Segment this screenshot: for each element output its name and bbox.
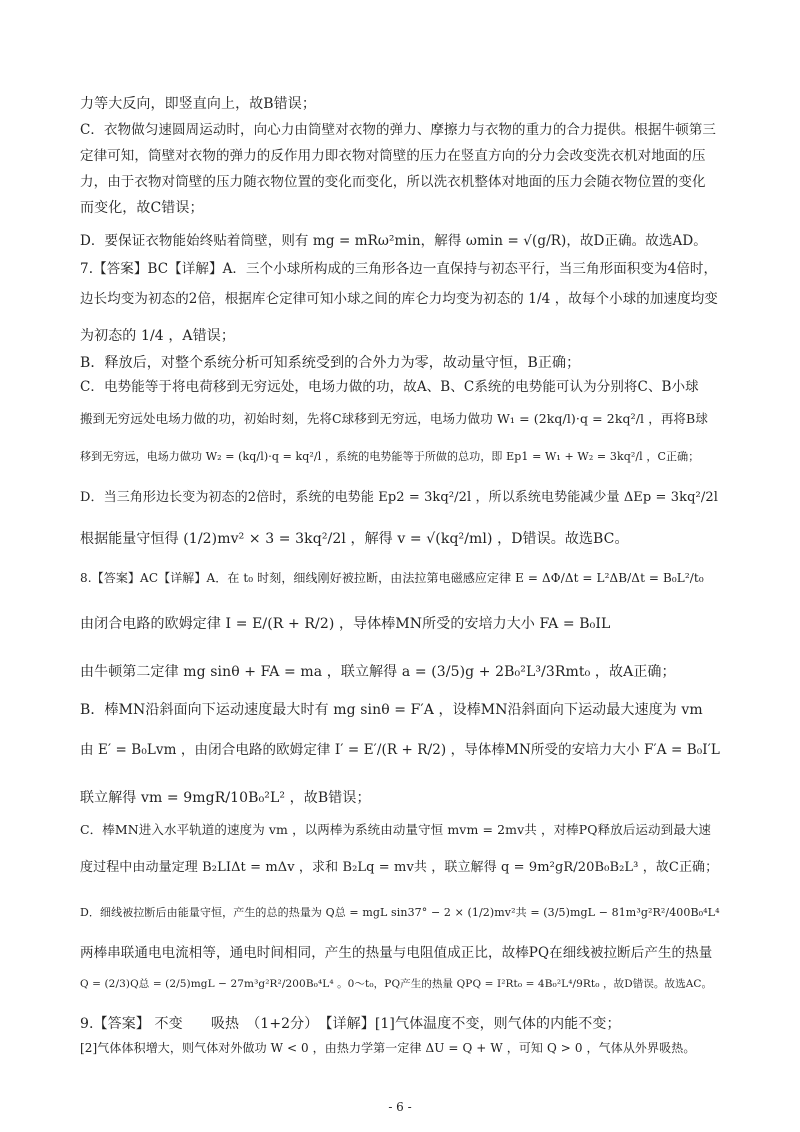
- text-line: 8.【答案】AC【详解】A．在 t₀ 时刻，细线刚好被拉断，由法拉第电磁感应定律 E = ΔΦ/Δt = L²ΔB/Δt = B₀L²/t₀: [80, 571, 704, 585]
- text-line: D．当三角形边长变为初态的2倍时，系统的电势能 Ep2 = 3kq²/2l ，所以系统电势能减少量 ΔEp = 3kq²/2l: [80, 490, 718, 505]
- text-line: 由闭合电路的欧姆定律 I = E/(R + R/2) ，导体棒MN所受的安培力大小 FA = B₀IL: [80, 616, 611, 632]
- text-line: 为初态的 1/4 ，A错误；: [80, 328, 235, 344]
- text-line: 由 E′ = B₀Lvm ，由闭合电路的欧姆定律 I′ = E′/(R + R/2) ，导体棒MN所受的安培力大小 F′A = B₀I′L: [80, 742, 720, 758]
- text-line: 度过程中由动量定理 B₂LIΔt = mΔv ，求和 B₂Lq = mv共 ，联立解得 q = 9m²gR/20B₀B₂L³ ，故C正确；: [80, 860, 719, 875]
- text-line: 力，由于衣物对筒壁的压力随衣物位置的变化而变化，所以洗衣机整体对地面的压力会随衣物位置的变化: [80, 174, 706, 190]
- text-line: 搬到无穷远处电场力做的功，初始时刻，先将C球移到无穷远，电场力做功 W₁ = (2kq/l)·q = 2kq²/l ，再将B球: [80, 411, 708, 426]
- text-line: C．衣物做匀速圆周运动时，向心力由筒壁对衣物的弹力、摩擦力与衣物的重力的合力提供。根据牛顿第三: [80, 122, 717, 138]
- text-line: Q = (2/3)Q总 = (2/5)mgL − 27m³g²R²/200B₀⁴L⁴ 。0～t₀，PQ产生的热量 QPQ = I²Rt₀ = 4B₀²L⁴/9Rt₀ ，故D错误。故选AC。: [80, 978, 713, 990]
- text-line: 而变化，故C错误；: [80, 200, 204, 216]
- text-line: C．电势能等于将电荷移到无穷远处，电场力做的功，故A、B、C系统的电势能可认为分别将C、B小球: [80, 379, 699, 395]
- text-line: 联立解得 vm = 9mgR/10B₀²L² ，故B错误；: [80, 790, 371, 806]
- text-line: 力等大反向，即竖直向上，故B错误；: [80, 96, 316, 112]
- text-line: 两棒串联通电电流相等，通电时间相同，产生的热量与电阻值成正比，故棒PQ在细线被拉断后产生的热量: [80, 945, 713, 961]
- text-line: 9.【答案】 不变 吸热 （1+2分） 【详解】[1]气体温度不变，则气体的内能不变；: [80, 1016, 621, 1032]
- text-line: B．释放后，对整个系统分析可知系统受到的合外力为零，故动量守恒，B正确；: [80, 355, 581, 371]
- text-line: 根据能量守恒得 (1/2)mv² × 3 = 3kq²/2l ，解得 v = √(kq²/ml) ，D错误。故选BC。: [80, 531, 629, 547]
- text-line: C．棒MN进入水平轨道的速度为 vm ，以两棒为系统由动量守恒 mvm = 2mv共 ，对棒PQ释放后运动到最大速: [80, 822, 712, 837]
- text-line: D．要保证衣物能始终贴着筒壁，则有 mg = mRω²min，解得 ωmin = √(g/R)，故D正确。故选AD。: [80, 233, 707, 249]
- text-line: 移到无穷远，电场力做功 W₂ = (kq/l)·q = kq²/l ，系统的电势能等于所做的总功，即 Ep1 = W₁ + W₂ = 3kq²/l ，C正确；: [80, 450, 700, 463]
- text-line: D．细线被拉断后由能量守恒，产生的总的热量为 Q总 = mgL sin37° − 2 × (1/2)mv²共 = (3/5)mgL − 81m³g²R²/400B₀⁴L⁴: [80, 906, 720, 919]
- text-line: 7.【答案】BC【详解】A．三个小球所构成的三角形各边一直保持与初态平行，当三角形面积变为4倍时，: [80, 261, 718, 277]
- text-line: 定律可知，筒壁对衣物的弹力的反作用力即衣物对筒壁的压力在竖直方向的分力会改变洗衣机对地面的压: [80, 148, 706, 164]
- text-line: 由牛顿第二定律 mg sinθ + FA = ma ，联立解得 a = (3/5)g + 2B₀²L³/3Rmt₀ ，故A正确；: [80, 664, 676, 680]
- text-line: [2]气体体积增大，则气体对外做功 W < 0 ，由热力学第一定律 ΔU = Q + W ，可知 Q > 0 ，气体从外界吸热。: [80, 1041, 696, 1055]
- page-number: - 6 -: [388, 1100, 412, 1114]
- text-line: B．棒MN沿斜面向下运动速度最大时有 mg sinθ = F′A ，设棒MN沿斜面向下运动最大速度为 vm: [80, 702, 703, 718]
- text-line: 边长均变为初态的2倍，根据库仑定律可知小球之间的库仑力均变为初态的 1/4 ，故每个小球的加速度均变: [80, 291, 718, 307]
